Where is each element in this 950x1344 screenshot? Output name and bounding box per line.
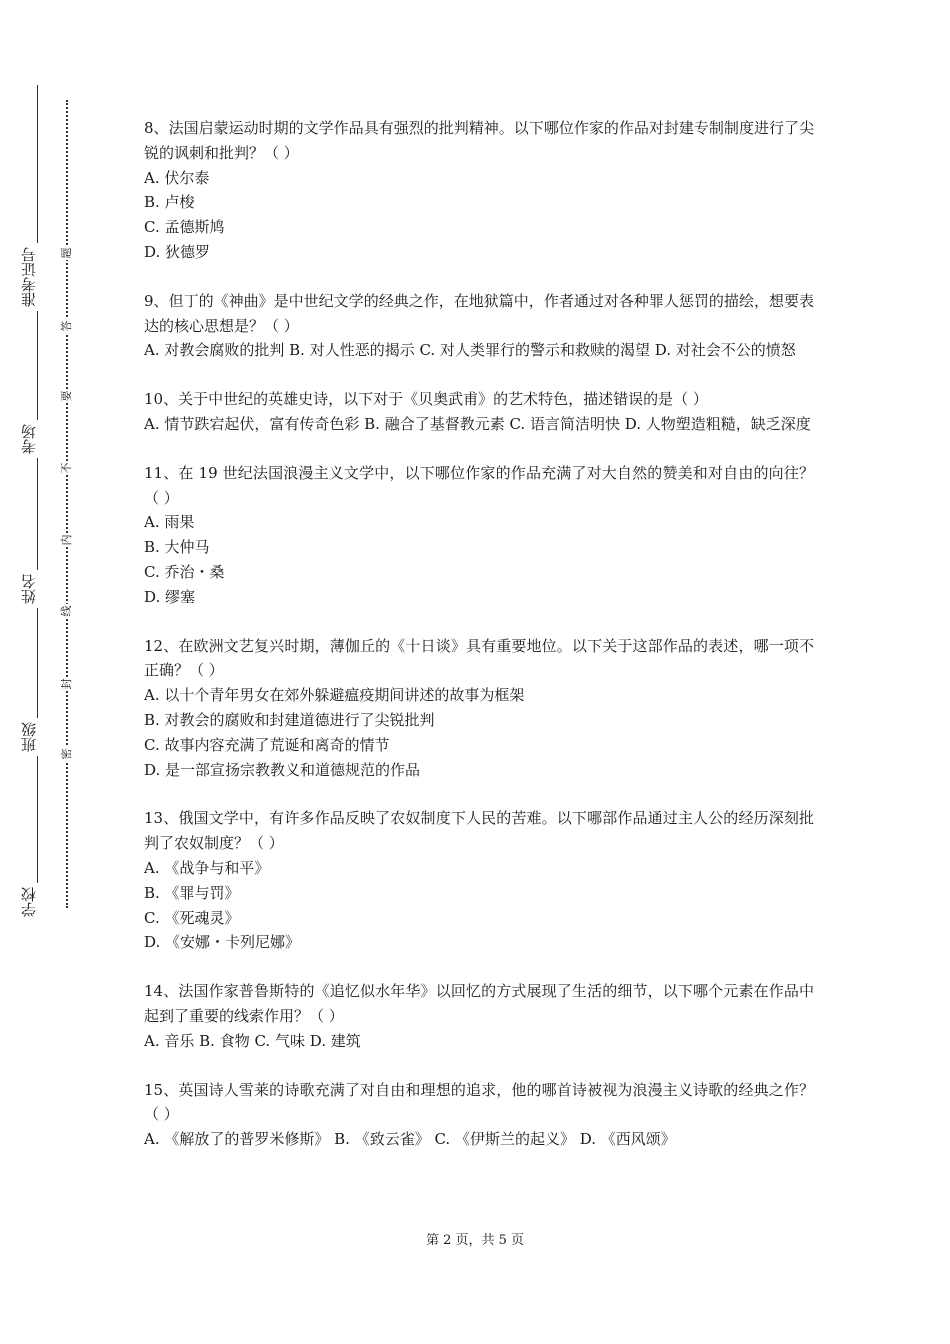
option-c: C. 《死魂灵》 [144, 908, 240, 927]
question-text: 9、但丁的《神曲》是中世纪文学的经典之作，在地狱篇中，作者通过对各种罪人惩罚的描绘，想要表达的核心思想是？（ ） [144, 291, 814, 335]
option-d: D. 《安娜・卡列尼娜》 [144, 933, 301, 952]
class-label: 班级 [21, 718, 53, 756]
option-b: B. 卢梭 [144, 193, 195, 212]
question-text: 12、在欧洲文艺复兴时期，薄伽丘的《十日谈》具有重要地位。以下关于这部作品的表述，哪一项不正确？（ ） [144, 636, 814, 680]
option-a: A. 伏尔泰 [144, 168, 210, 187]
question-text: 10、关于中世纪的英雄史诗，以下对于《贝奥武甫》的艺术特色，描述错误的是（ ） [144, 390, 708, 409]
options-inline: A. 音乐 B. 食物 C. 气味 D. 建筑 [144, 1031, 361, 1050]
seal-char: 内 [60, 534, 73, 546]
question-15 [144, 1078, 814, 1152]
question-text: 14、法国作家普鲁斯特的《追忆似水年华》以回忆的方式展现了生活的细节，以下哪个元素在作品中起到了重要的线索作用？（ ） [144, 982, 814, 1025]
question-text: 15、英国诗人雪莱的诗歌充满了对自由和理想的追求，他的哪首诗被视为浪漫主义诗歌的经典之作？（ ） [144, 1080, 814, 1124]
question-8 [144, 116, 814, 265]
seal-dotted-line [66, 100, 68, 908]
question-text: 13、俄国文学中，有许多作品反映了农奴制度下人民的苦难。以下哪部作品通过主人公的经历深刻批判了农奴制度？（ ） [144, 809, 814, 853]
options-inline: A. 对教会腐败的批判 B. 对人性恶的揭示 C. 对人类罪行的警示和救赎的渴望 D. 对社会不公的愤怒 [144, 341, 796, 360]
seal-char: 答 [60, 320, 73, 332]
option-a: A. 《战争与和平》 [144, 858, 270, 877]
question-14 [144, 979, 814, 1053]
exam-number-label: 准考证号 [21, 243, 53, 311]
option-c: C. 故事内容充满了荒诞和离奇的情节 [144, 735, 390, 754]
school-label: 学校 [21, 883, 53, 921]
option-c: C. 孟德斯鸠 [144, 218, 225, 237]
question-text: 11、在 19 世纪法国浪漫主义文学中，以下哪位作家的作品充满了对大自然的赞美和对自由的向往？（ ） [144, 463, 814, 507]
seal-char: 要 [60, 390, 73, 402]
seal-char: 题 [60, 247, 73, 259]
option-c: C. 乔治・桑 [144, 562, 225, 581]
option-d: D. 狄德罗 [144, 242, 211, 261]
option-a: A. 以十个青年男女在郊外躲避瘟疫期间讲述的故事为框架 [144, 686, 525, 705]
question-13 [144, 806, 814, 955]
page-footer: 第 2 页，共 5 页 [425, 1233, 525, 1248]
option-d: D. 缪塞 [144, 587, 196, 606]
binding-solid-line [37, 85, 38, 910]
question-11 [144, 461, 814, 610]
options-inline: A. 情节跌宕起伏，富有传奇色彩 B. 融合了基督教元素 C. 语言简洁明快 D. 人物塑造粗糙，缺乏深度 [144, 414, 811, 433]
option-b: B. 对教会的腐败和封建道德进行了尖锐批判 [144, 710, 435, 729]
options-inline: A. 《解放了的普罗米修斯》 B. 《致云雀》 C. 《伊斯兰的起义》 D. 《西风颂》 [144, 1130, 676, 1149]
exam-room-label: 考场 [21, 420, 53, 458]
option-a: A. 雨果 [144, 513, 195, 532]
question-list [144, 116, 814, 1176]
question-12 [144, 634, 814, 783]
option-b: B. 大仲马 [144, 538, 210, 557]
option-b: B. 《罪与罚》 [144, 883, 240, 902]
seal-char: 线 [60, 605, 73, 617]
seal-char: 密 [60, 748, 73, 760]
name-label: 姓名 [21, 570, 53, 608]
seal-char: 封 [60, 678, 73, 690]
question-text: 8、法国启蒙运动时期的文学作品具有强烈的批判精神。以下哪位作家的作品对封建专制制度进行了尖锐的讽刺和批判？（ ） [144, 119, 814, 162]
question-9 [144, 289, 814, 363]
seal-char: 不 [60, 462, 73, 474]
question-10 [144, 387, 814, 437]
binding-margin [0, 0, 90, 1344]
option-d: D. 是一部宣扬宗教教义和道德规范的作品 [144, 760, 421, 779]
